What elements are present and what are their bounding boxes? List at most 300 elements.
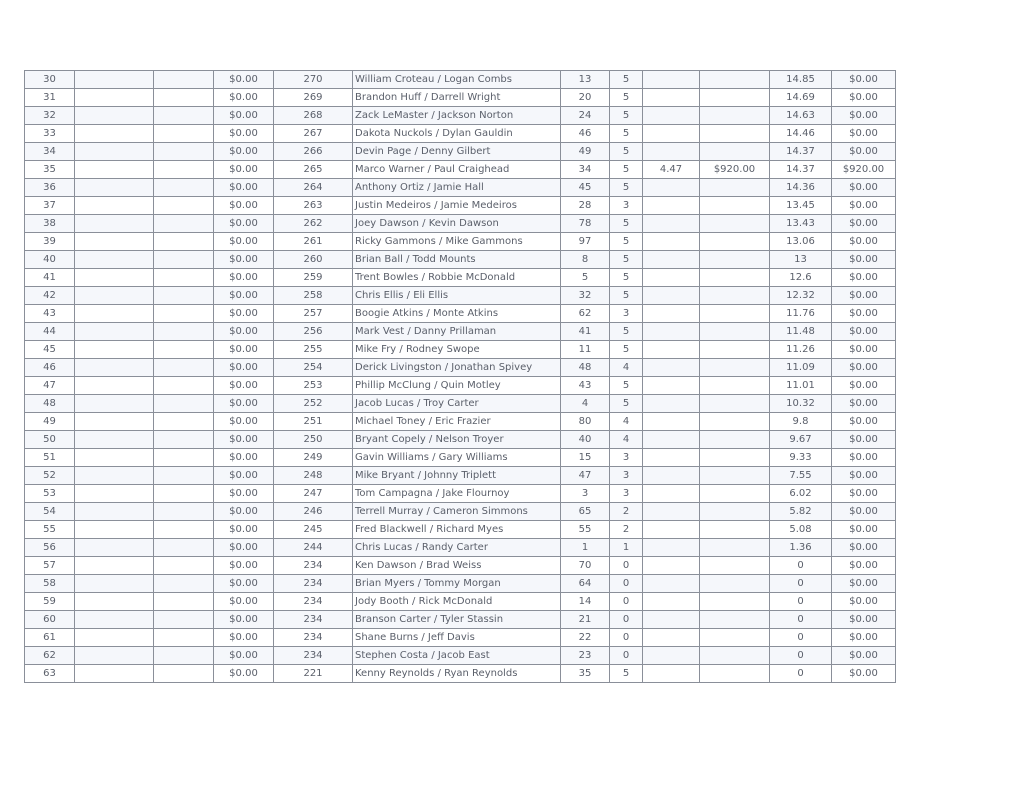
- blank-cell: [154, 377, 214, 395]
- big-fish-payout-cell: [700, 647, 770, 665]
- blank-cell: [154, 521, 214, 539]
- blank-cell: [154, 575, 214, 593]
- payout-cell: $0.00: [214, 611, 274, 629]
- fish-count-cell: 5: [610, 89, 643, 107]
- table-row: [25, 89, 896, 107]
- place-cell: 33: [25, 125, 75, 143]
- place-cell: 34: [25, 143, 75, 161]
- place-cell: 49: [25, 413, 75, 431]
- boat-number-cell: 5: [561, 269, 610, 287]
- big-fish-weight-cell: [643, 647, 700, 665]
- team-cell: Branson Carter / Tyler Stassin: [353, 611, 561, 629]
- big-fish-payout-cell: [700, 449, 770, 467]
- table-row: [25, 647, 896, 665]
- total-weight-cell: 11.26: [770, 341, 832, 359]
- blank-cell: [154, 305, 214, 323]
- big-fish-weight-cell: [643, 179, 700, 197]
- total-payout-cell: $0.00: [832, 251, 896, 269]
- blank-cell: [75, 305, 154, 323]
- points-cell: 251: [274, 413, 353, 431]
- big-fish-payout-cell: [700, 341, 770, 359]
- fish-count-cell: 5: [610, 125, 643, 143]
- blank-cell: [75, 161, 154, 179]
- team-cell: William Croteau / Logan Combs: [353, 71, 561, 89]
- big-fish-payout-cell: [700, 323, 770, 341]
- fish-count-cell: 5: [610, 341, 643, 359]
- payout-cell: $0.00: [214, 449, 274, 467]
- boat-number-cell: 15: [561, 449, 610, 467]
- fish-count-cell: 5: [610, 215, 643, 233]
- place-cell: 54: [25, 503, 75, 521]
- points-cell: 247: [274, 485, 353, 503]
- points-cell: 248: [274, 467, 353, 485]
- total-weight-cell: 14.85: [770, 71, 832, 89]
- total-payout-cell: $0.00: [832, 485, 896, 503]
- table-row: [25, 197, 896, 215]
- big-fish-payout-cell: [700, 413, 770, 431]
- table-row: [25, 107, 896, 125]
- total-weight-cell: 5.08: [770, 521, 832, 539]
- big-fish-payout-cell: $920.00: [700, 161, 770, 179]
- place-cell: 38: [25, 215, 75, 233]
- place-cell: 50: [25, 431, 75, 449]
- fish-count-cell: 3: [610, 485, 643, 503]
- payout-cell: $0.00: [214, 323, 274, 341]
- boat-number-cell: 1: [561, 539, 610, 557]
- team-cell: Chris Lucas / Randy Carter: [353, 539, 561, 557]
- blank-cell: [75, 485, 154, 503]
- boat-number-cell: 40: [561, 431, 610, 449]
- fish-count-cell: 2: [610, 503, 643, 521]
- blank-cell: [75, 359, 154, 377]
- blank-cell: [75, 215, 154, 233]
- fish-count-cell: 5: [610, 143, 643, 161]
- fish-count-cell: 0: [610, 557, 643, 575]
- total-payout-cell: $0.00: [832, 71, 896, 89]
- place-cell: 53: [25, 485, 75, 503]
- blank-cell: [75, 593, 154, 611]
- points-cell: 265: [274, 161, 353, 179]
- team-cell: Shane Burns / Jeff Davis: [353, 629, 561, 647]
- total-payout-cell: $0.00: [832, 107, 896, 125]
- payout-cell: $0.00: [214, 485, 274, 503]
- big-fish-weight-cell: [643, 215, 700, 233]
- payout-cell: $0.00: [214, 539, 274, 557]
- points-cell: 262: [274, 215, 353, 233]
- payout-cell: $0.00: [214, 359, 274, 377]
- blank-cell: [154, 71, 214, 89]
- big-fish-weight-cell: [643, 467, 700, 485]
- fish-count-cell: 5: [610, 377, 643, 395]
- big-fish-weight-cell: [643, 287, 700, 305]
- place-cell: 55: [25, 521, 75, 539]
- payout-cell: $0.00: [214, 557, 274, 575]
- total-weight-cell: 13.45: [770, 197, 832, 215]
- points-cell: 234: [274, 575, 353, 593]
- total-weight-cell: 9.67: [770, 431, 832, 449]
- total-weight-cell: 9.8: [770, 413, 832, 431]
- total-payout-cell: $0.00: [832, 125, 896, 143]
- blank-cell: [154, 485, 214, 503]
- points-cell: 267: [274, 125, 353, 143]
- big-fish-weight-cell: [643, 269, 700, 287]
- big-fish-weight-cell: 4.47: [643, 161, 700, 179]
- total-payout-cell: $0.00: [832, 215, 896, 233]
- big-fish-weight-cell: [643, 107, 700, 125]
- place-cell: 39: [25, 233, 75, 251]
- points-cell: 264: [274, 179, 353, 197]
- blank-cell: [154, 89, 214, 107]
- total-weight-cell: 0: [770, 611, 832, 629]
- total-weight-cell: 0: [770, 593, 832, 611]
- boat-number-cell: 47: [561, 467, 610, 485]
- payout-cell: $0.00: [214, 251, 274, 269]
- fish-count-cell: 5: [610, 395, 643, 413]
- place-cell: 45: [25, 341, 75, 359]
- blank-cell: [154, 449, 214, 467]
- fish-count-cell: 0: [610, 647, 643, 665]
- place-cell: 59: [25, 593, 75, 611]
- total-weight-cell: 5.82: [770, 503, 832, 521]
- fish-count-cell: 2: [610, 521, 643, 539]
- big-fish-weight-cell: [643, 125, 700, 143]
- big-fish-weight-cell: [643, 431, 700, 449]
- boat-number-cell: 14: [561, 593, 610, 611]
- blank-cell: [154, 269, 214, 287]
- total-weight-cell: 11.09: [770, 359, 832, 377]
- total-payout-cell: $920.00: [832, 161, 896, 179]
- blank-cell: [154, 287, 214, 305]
- big-fish-weight-cell: [643, 557, 700, 575]
- blank-cell: [75, 269, 154, 287]
- fish-count-cell: 3: [610, 467, 643, 485]
- blank-cell: [75, 143, 154, 161]
- payout-cell: $0.00: [214, 629, 274, 647]
- fish-count-cell: 5: [610, 323, 643, 341]
- table-row: [25, 503, 896, 521]
- points-cell: 252: [274, 395, 353, 413]
- total-payout-cell: $0.00: [832, 197, 896, 215]
- big-fish-weight-cell: [643, 251, 700, 269]
- total-payout-cell: $0.00: [832, 557, 896, 575]
- big-fish-weight-cell: [643, 449, 700, 467]
- big-fish-payout-cell: [700, 377, 770, 395]
- blank-cell: [75, 449, 154, 467]
- table-row: [25, 215, 896, 233]
- place-cell: 52: [25, 467, 75, 485]
- points-cell: 245: [274, 521, 353, 539]
- table-row: [25, 611, 896, 629]
- place-cell: 61: [25, 629, 75, 647]
- boat-number-cell: 22: [561, 629, 610, 647]
- total-weight-cell: 11.48: [770, 323, 832, 341]
- blank-cell: [154, 647, 214, 665]
- total-weight-cell: 14.46: [770, 125, 832, 143]
- place-cell: 43: [25, 305, 75, 323]
- blank-cell: [75, 233, 154, 251]
- big-fish-weight-cell: [643, 503, 700, 521]
- blank-cell: [154, 611, 214, 629]
- points-cell: 257: [274, 305, 353, 323]
- total-payout-cell: $0.00: [832, 611, 896, 629]
- total-payout-cell: $0.00: [832, 89, 896, 107]
- place-cell: 60: [25, 611, 75, 629]
- total-weight-cell: 11.76: [770, 305, 832, 323]
- blank-cell: [75, 71, 154, 89]
- payout-cell: $0.00: [214, 287, 274, 305]
- payout-cell: $0.00: [214, 431, 274, 449]
- table-row: [25, 449, 896, 467]
- team-cell: Anthony Ortiz / Jamie Hall: [353, 179, 561, 197]
- points-cell: 270: [274, 71, 353, 89]
- team-cell: Stephen Costa / Jacob East: [353, 647, 561, 665]
- boat-number-cell: 97: [561, 233, 610, 251]
- big-fish-weight-cell: [643, 539, 700, 557]
- total-payout-cell: $0.00: [832, 467, 896, 485]
- points-cell: 234: [274, 611, 353, 629]
- team-cell: Mike Fry / Rodney Swope: [353, 341, 561, 359]
- place-cell: 58: [25, 575, 75, 593]
- points-cell: 253: [274, 377, 353, 395]
- payout-cell: $0.00: [214, 215, 274, 233]
- payout-cell: $0.00: [214, 161, 274, 179]
- team-cell: Michael Toney / Eric Frazier: [353, 413, 561, 431]
- points-cell: 255: [274, 341, 353, 359]
- big-fish-payout-cell: [700, 593, 770, 611]
- team-cell: Marco Warner / Paul Craighead: [353, 161, 561, 179]
- fish-count-cell: 5: [610, 71, 643, 89]
- blank-cell: [75, 323, 154, 341]
- team-cell: Joey Dawson / Kevin Dawson: [353, 215, 561, 233]
- blank-cell: [75, 197, 154, 215]
- big-fish-payout-cell: [700, 143, 770, 161]
- place-cell: 46: [25, 359, 75, 377]
- payout-cell: $0.00: [214, 413, 274, 431]
- big-fish-weight-cell: [643, 341, 700, 359]
- fish-count-cell: 0: [610, 629, 643, 647]
- fish-count-cell: 5: [610, 161, 643, 179]
- blank-cell: [75, 575, 154, 593]
- blank-cell: [75, 539, 154, 557]
- table-row: [25, 539, 896, 557]
- total-weight-cell: 6.02: [770, 485, 832, 503]
- total-payout-cell: $0.00: [832, 521, 896, 539]
- team-cell: Jacob Lucas / Troy Carter: [353, 395, 561, 413]
- boat-number-cell: 62: [561, 305, 610, 323]
- fish-count-cell: 5: [610, 107, 643, 125]
- total-weight-cell: 13.06: [770, 233, 832, 251]
- big-fish-weight-cell: [643, 71, 700, 89]
- big-fish-weight-cell: [643, 305, 700, 323]
- total-payout-cell: $0.00: [832, 395, 896, 413]
- big-fish-weight-cell: [643, 89, 700, 107]
- boat-number-cell: 28: [561, 197, 610, 215]
- team-cell: Ken Dawson / Brad Weiss: [353, 557, 561, 575]
- payout-cell: $0.00: [214, 197, 274, 215]
- big-fish-payout-cell: [700, 179, 770, 197]
- big-fish-payout-cell: [700, 269, 770, 287]
- table-row: [25, 665, 896, 683]
- results-table: [24, 70, 896, 683]
- total-payout-cell: $0.00: [832, 503, 896, 521]
- points-cell: 261: [274, 233, 353, 251]
- blank-cell: [75, 287, 154, 305]
- place-cell: 41: [25, 269, 75, 287]
- total-payout-cell: $0.00: [832, 359, 896, 377]
- blank-cell: [75, 341, 154, 359]
- place-cell: 62: [25, 647, 75, 665]
- blank-cell: [75, 521, 154, 539]
- boat-number-cell: 4: [561, 395, 610, 413]
- table-row: [25, 629, 896, 647]
- total-weight-cell: 12.32: [770, 287, 832, 305]
- fish-count-cell: 0: [610, 575, 643, 593]
- table-row: [25, 233, 896, 251]
- total-payout-cell: $0.00: [832, 341, 896, 359]
- total-payout-cell: $0.00: [832, 665, 896, 683]
- blank-cell: [75, 413, 154, 431]
- total-weight-cell: 0: [770, 665, 832, 683]
- table-row: [25, 305, 896, 323]
- table-row: [25, 251, 896, 269]
- big-fish-payout-cell: [700, 197, 770, 215]
- fish-count-cell: 0: [610, 611, 643, 629]
- big-fish-payout-cell: [700, 287, 770, 305]
- big-fish-payout-cell: [700, 431, 770, 449]
- points-cell: 269: [274, 89, 353, 107]
- big-fish-payout-cell: [700, 575, 770, 593]
- table-row: [25, 485, 896, 503]
- boat-number-cell: 21: [561, 611, 610, 629]
- blank-cell: [154, 413, 214, 431]
- payout-cell: $0.00: [214, 377, 274, 395]
- blank-cell: [75, 107, 154, 125]
- blank-cell: [154, 593, 214, 611]
- points-cell: 256: [274, 323, 353, 341]
- big-fish-weight-cell: [643, 521, 700, 539]
- total-weight-cell: 14.37: [770, 161, 832, 179]
- points-cell: 221: [274, 665, 353, 683]
- table-row: [25, 179, 896, 197]
- place-cell: 44: [25, 323, 75, 341]
- place-cell: 31: [25, 89, 75, 107]
- table-row: [25, 413, 896, 431]
- team-cell: Bryant Copely / Nelson Troyer: [353, 431, 561, 449]
- big-fish-weight-cell: [643, 359, 700, 377]
- team-cell: Zack LeMaster / Jackson Norton: [353, 107, 561, 125]
- team-cell: Kenny Reynolds / Ryan Reynolds: [353, 665, 561, 683]
- points-cell: 246: [274, 503, 353, 521]
- blank-cell: [75, 89, 154, 107]
- blank-cell: [154, 179, 214, 197]
- boat-number-cell: 3: [561, 485, 610, 503]
- points-cell: 263: [274, 197, 353, 215]
- blank-cell: [75, 179, 154, 197]
- place-cell: 51: [25, 449, 75, 467]
- total-payout-cell: $0.00: [832, 413, 896, 431]
- team-cell: Boogie Atkins / Monte Atkins: [353, 305, 561, 323]
- big-fish-weight-cell: [643, 665, 700, 683]
- table-row: [25, 557, 896, 575]
- big-fish-payout-cell: [700, 215, 770, 233]
- payout-cell: $0.00: [214, 593, 274, 611]
- blank-cell: [75, 503, 154, 521]
- table-row: [25, 377, 896, 395]
- payout-cell: $0.00: [214, 503, 274, 521]
- fish-count-cell: 5: [610, 287, 643, 305]
- points-cell: 234: [274, 593, 353, 611]
- table-row: [25, 341, 896, 359]
- total-payout-cell: $0.00: [832, 233, 896, 251]
- points-cell: 260: [274, 251, 353, 269]
- total-weight-cell: 7.55: [770, 467, 832, 485]
- payout-cell: $0.00: [214, 179, 274, 197]
- team-cell: Derick Livingston / Jonathan Spivey: [353, 359, 561, 377]
- blank-cell: [75, 665, 154, 683]
- payout-cell: $0.00: [214, 233, 274, 251]
- total-weight-cell: 14.37: [770, 143, 832, 161]
- fish-count-cell: 0: [610, 593, 643, 611]
- place-cell: 35: [25, 161, 75, 179]
- table-row: [25, 125, 896, 143]
- boat-number-cell: 24: [561, 107, 610, 125]
- place-cell: 56: [25, 539, 75, 557]
- total-payout-cell: $0.00: [832, 629, 896, 647]
- big-fish-weight-cell: [643, 575, 700, 593]
- table-row: [25, 323, 896, 341]
- total-weight-cell: 13.43: [770, 215, 832, 233]
- big-fish-weight-cell: [643, 629, 700, 647]
- blank-cell: [154, 161, 214, 179]
- fish-count-cell: 1: [610, 539, 643, 557]
- total-weight-cell: 0: [770, 629, 832, 647]
- points-cell: 250: [274, 431, 353, 449]
- total-weight-cell: 0: [770, 647, 832, 665]
- blank-cell: [154, 251, 214, 269]
- blank-cell: [75, 431, 154, 449]
- big-fish-payout-cell: [700, 305, 770, 323]
- payout-cell: $0.00: [214, 647, 274, 665]
- big-fish-payout-cell: [700, 611, 770, 629]
- place-cell: 63: [25, 665, 75, 683]
- team-cell: Terrell Murray / Cameron Simmons: [353, 503, 561, 521]
- points-cell: 244: [274, 539, 353, 557]
- boat-number-cell: 46: [561, 125, 610, 143]
- total-weight-cell: 10.32: [770, 395, 832, 413]
- total-payout-cell: $0.00: [832, 179, 896, 197]
- team-cell: Fred Blackwell / Richard Myes: [353, 521, 561, 539]
- table-row: [25, 269, 896, 287]
- boat-number-cell: 8: [561, 251, 610, 269]
- boat-number-cell: 80: [561, 413, 610, 431]
- blank-cell: [154, 107, 214, 125]
- blank-cell: [154, 557, 214, 575]
- total-payout-cell: $0.00: [832, 143, 896, 161]
- team-cell: Trent Bowles / Robbie McDonald: [353, 269, 561, 287]
- big-fish-payout-cell: [700, 665, 770, 683]
- boat-number-cell: 13: [561, 71, 610, 89]
- boat-number-cell: 78: [561, 215, 610, 233]
- table-row: [25, 71, 896, 89]
- boat-number-cell: 35: [561, 665, 610, 683]
- blank-cell: [75, 629, 154, 647]
- total-payout-cell: $0.00: [832, 449, 896, 467]
- boat-number-cell: 48: [561, 359, 610, 377]
- table-row: [25, 395, 896, 413]
- table-row: [25, 593, 896, 611]
- fish-count-cell: 3: [610, 197, 643, 215]
- team-cell: Mark Vest / Danny Prillaman: [353, 323, 561, 341]
